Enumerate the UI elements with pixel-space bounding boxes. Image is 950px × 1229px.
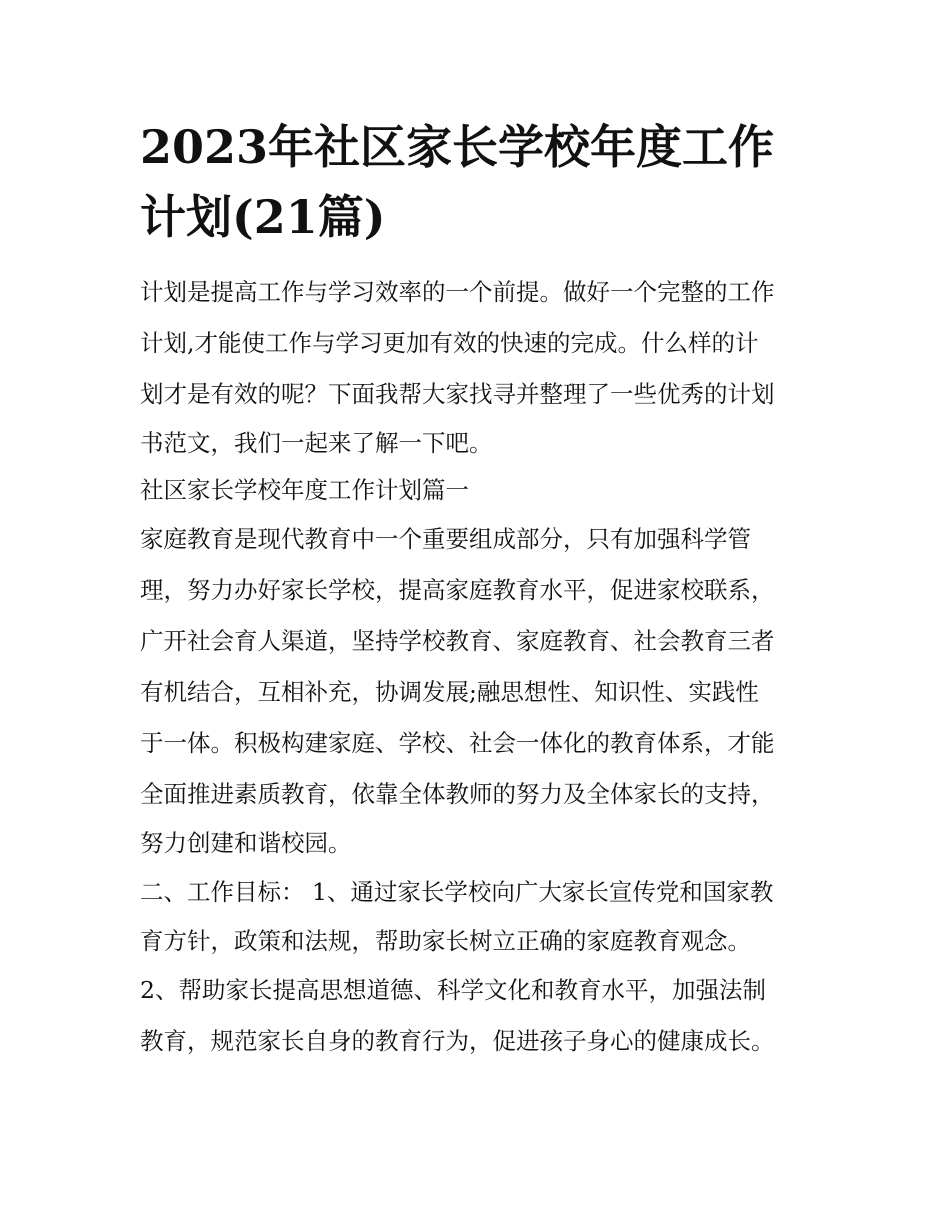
document-page [140, 112, 812, 1067]
title-line-1: 2023年社区家长学校年度工作 [140, 120, 775, 174]
text-line: 家庭教育是现代教育中一个重要组成部分，只有加强科学管 [140, 525, 751, 553]
body-paragraph [140, 514, 812, 867]
text-line: 育方针，政策和法规，帮助家长树立正确的家庭教育观念。 [140, 927, 751, 955]
text-line: 于一体。积极构建家庭、学校、社会一体化的教育体系，才能 [140, 729, 775, 757]
text-line: 计划是提高工作与学习效率的一个前提。做好一个完整的工作 [140, 278, 775, 306]
text-line: 社区家长学校年度工作计划篇一 [140, 476, 469, 504]
intro-paragraph [140, 267, 812, 467]
title-line-2: 计划(21篇) [140, 190, 386, 244]
text-line: 理，努力办好家长学校，提高家庭教育水平，促进家校联系， [140, 576, 775, 604]
document-title [140, 112, 812, 252]
text-line: 二、工作目标： 1、通过家长学校向广大家长宣传党和国家教 [140, 878, 774, 906]
text-line: 全面推进素质教育，依靠全体教师的努力及全体家长的支持， [140, 780, 775, 808]
document-body [140, 267, 812, 1067]
text-line: 努力创建和谐校园。 [140, 829, 352, 857]
goals-paragraph [140, 867, 812, 965]
section-heading [140, 467, 812, 514]
goals-paragraph [140, 965, 812, 1067]
text-line: 教育，规范家长自身的教育行为，促进孩子身心的健康成长。 [140, 1027, 775, 1055]
text-line: 2、帮助家长提高思想道德、科学文化和教育水平，加强法制 [140, 976, 766, 1004]
text-line: 计划,才能使工作与学习更加有效的快速的完成。什么样的计 [140, 329, 759, 357]
text-line: 广开社会育人渠道，坚持学校教育、家庭教育、社会教育三者 [140, 627, 775, 655]
text-line: 书范文，我们一起来了解一下吧。 [140, 429, 493, 457]
text-line: 划才是有效的呢？下面我帮大家找寻并整理了一些优秀的计划 [140, 380, 775, 408]
text-line: 有机结合，互相补充，协调发展;融思想性、知识性、实践性 [140, 678, 759, 706]
